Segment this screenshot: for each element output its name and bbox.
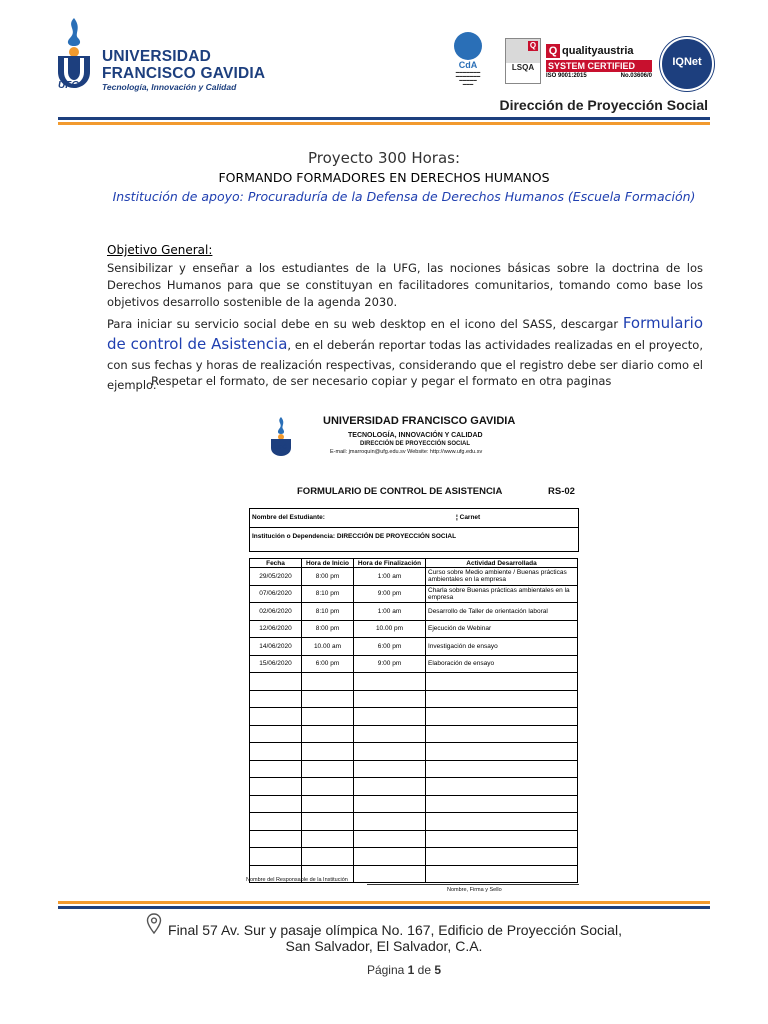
lsqa-label: LSQA bbox=[511, 63, 535, 72]
start-time-cell: 10.00 am bbox=[302, 638, 354, 656]
project-title: Proyecto 300 Horas: bbox=[307, 149, 461, 167]
signature-sublabel: Nombre, Firma y Sello bbox=[447, 887, 502, 893]
department-title: Dirección de Proyección Social bbox=[499, 97, 708, 113]
form-title: FORMULARIO DE CONTROL DE ASISTENCIA bbox=[297, 486, 503, 497]
page-number bbox=[0, 963, 768, 977]
ufg-abbr: UFG bbox=[58, 80, 80, 91]
end-time-cell: 9:00 pm bbox=[354, 655, 426, 673]
date-cell: 15/06/2020 bbox=[250, 655, 302, 673]
activity-cell: Investigación de ensayo bbox=[426, 638, 578, 656]
empty-table-row bbox=[250, 795, 578, 813]
form-department: DIRECCIÓN DE PROYECCIÓN SOCIAL bbox=[360, 441, 471, 447]
quality-austria-label: qualityaustria bbox=[562, 44, 634, 57]
empty-table-row bbox=[250, 778, 578, 796]
end-time-cell: 10.00 pm bbox=[354, 620, 426, 638]
quality-austria-certification bbox=[546, 44, 652, 79]
cda-label: CdA bbox=[458, 60, 478, 70]
objective-paragraph: Sensibilizar y enseñar a los estudiantes de la UFG, las nociones básicas sobre la doctrina de los Derechos Humanos para que se constituyan en facilitadores comunitarios, tomando como base los objetivos desarrollo sostenible de la agenda 2030. bbox=[107, 261, 703, 309]
address-line2: San Salvador, El Salvador, C.A. bbox=[285, 938, 483, 954]
table-row bbox=[250, 568, 578, 586]
date-cell: 14/06/2020 bbox=[250, 638, 302, 656]
lsqa-logo-icon: Q bbox=[506, 39, 540, 63]
iso-label: ISO 9001:2015 bbox=[546, 73, 587, 79]
table-row bbox=[250, 638, 578, 656]
cert-number: No.03606/0 bbox=[620, 73, 652, 79]
university-tagline: Tecnología, Innovación y Calidad bbox=[102, 82, 237, 92]
system-certified-label: SYSTEM CERTIFIED bbox=[546, 60, 652, 72]
table-row bbox=[250, 620, 578, 638]
header-rule-blue bbox=[58, 117, 710, 120]
end-time-cell: 9:00 pm bbox=[354, 585, 426, 603]
empty-table-row bbox=[250, 690, 578, 708]
empty-table-row bbox=[250, 830, 578, 848]
form-contact: E-mail: jmarroquin@ufg.edu.sv Website: http://www.ufg.edu.sv bbox=[330, 449, 483, 455]
column-header: Actividad Desarrollada bbox=[426, 559, 578, 568]
activity-cell: Charla sobre Buenas prácticas ambientales en la empresa bbox=[426, 585, 578, 603]
page-mid: de bbox=[414, 963, 435, 977]
form-university-name: UNIVERSIDAD FRANCISCO GAVIDIA bbox=[323, 415, 516, 427]
start-time-cell: 8:00 pm bbox=[302, 620, 354, 638]
form-code: RS-02 bbox=[548, 486, 575, 497]
institution-subtitle: Institución de apoyo: Procuraduría de la Defensa de Derechos Humanos (Escuela Formación) bbox=[112, 189, 696, 204]
university-name-line1: UNIVERSIDAD bbox=[102, 48, 211, 65]
activity-cell: Desarrollo de Taller de orientación laboral bbox=[426, 603, 578, 621]
date-cell: 29/05/2020 bbox=[250, 568, 302, 586]
activity-cell: Elaboración de ensayo bbox=[426, 655, 578, 673]
empty-table-row bbox=[250, 848, 578, 866]
iqnet-label: IQNet bbox=[672, 56, 702, 68]
university-name bbox=[102, 48, 265, 82]
cda-fine-print: ▬▬▬▬▬▬▬ ▬▬▬▬▬▬▬ ▬▬▬▬▬ ▬▬▬ bbox=[455, 70, 481, 86]
header-rule-orange bbox=[58, 122, 710, 125]
page-current: 1 bbox=[407, 963, 415, 977]
start-time-cell: 6:00 pm bbox=[302, 655, 354, 673]
date-cell: 12/06/2020 bbox=[250, 620, 302, 638]
start-time-cell: 8:10 pm bbox=[302, 603, 354, 621]
activity-cell: Curso sobre Medio ambiente / Buenas prácticas ambientales en la empresa bbox=[426, 568, 578, 586]
start-time-cell: 8:10 pm bbox=[302, 585, 354, 603]
attendance-table bbox=[249, 558, 578, 883]
table-row bbox=[250, 655, 578, 673]
empty-table-row bbox=[250, 743, 578, 761]
cda-certification bbox=[440, 32, 496, 98]
column-header: Hora de Finalización bbox=[354, 559, 426, 568]
address-line1: Final 57 Av. Sur y pasaje olímpica No. 167, Edificio de Proyección Social, bbox=[168, 922, 622, 938]
page-total: 5 bbox=[434, 963, 442, 977]
student-info-box bbox=[249, 508, 579, 552]
university-name-line2: FRANCISCO GAVIDIA bbox=[102, 65, 266, 82]
end-time-cell: 1:00 am bbox=[354, 603, 426, 621]
table-header-row bbox=[250, 559, 578, 568]
empty-table-row bbox=[250, 725, 578, 743]
date-cell: 07/06/2020 bbox=[250, 585, 302, 603]
student-row bbox=[250, 509, 578, 528]
column-header: Hora de Inicio bbox=[302, 559, 354, 568]
footer-rule-orange bbox=[58, 901, 710, 904]
institution-label: Institución o Dependencia: DIRECCIÓN DE PROYECCIÓN SOCIAL bbox=[252, 533, 457, 540]
instructions-text-start: Para iniciar su servicio social debe en su web desktop en el icono del SASS, descargar bbox=[107, 317, 623, 331]
carnet-label: ¦ Carnet bbox=[456, 514, 481, 521]
objective-heading: Objetivo General: bbox=[107, 243, 213, 257]
footer-rule-blue bbox=[58, 906, 710, 909]
iqnet-certification-icon bbox=[660, 37, 714, 91]
carnet-label-text: Carnet bbox=[459, 514, 481, 521]
end-time-cell: 6:00 pm bbox=[354, 638, 426, 656]
attendance-form-link[interactable]: Formulario de control de Asistencia bbox=[107, 314, 703, 353]
student-name-label: Nombre del Estudiante: bbox=[252, 514, 325, 521]
signature-label: Nombre del Responsable de la Institución bbox=[246, 877, 348, 883]
empty-table-row bbox=[250, 673, 578, 691]
lsqa-certification bbox=[505, 38, 541, 84]
empty-table-row bbox=[250, 760, 578, 778]
program-title: FORMANDO FORMADORES EN DERECHOS HUMANOS bbox=[218, 170, 550, 185]
table-row bbox=[250, 585, 578, 603]
column-header: Fecha bbox=[250, 559, 302, 568]
table-row bbox=[250, 603, 578, 621]
signature-line bbox=[367, 884, 579, 885]
format-note: Respetar el formato, de ser necesario copiar y pegar el formato en otra paginas bbox=[151, 374, 612, 388]
end-time-cell: 1:00 am bbox=[354, 568, 426, 586]
form-ufg-abbr: UFG bbox=[274, 445, 288, 451]
quality-austria-q-icon: Q bbox=[546, 44, 560, 58]
date-cell: 02/06/2020 bbox=[250, 603, 302, 621]
form-ufg-logo-icon bbox=[267, 416, 295, 458]
form-tagline: TECNOLOGÍA, INNOVACIÓN Y CALIDAD bbox=[348, 432, 483, 439]
empty-table-row bbox=[250, 813, 578, 831]
activity-cell: Ejecución de Webinar bbox=[426, 620, 578, 638]
start-time-cell: 8:00 pm bbox=[302, 568, 354, 586]
cda-logo-icon bbox=[454, 32, 482, 60]
page-prefix: Página bbox=[366, 963, 408, 977]
instructions-text-end: , en el deberán reportar todas las actividades realizadas en el proyecto, con sus fechas y horas de realización respectivas, considerando que el registro debe ser diario como el ejemplo. bbox=[107, 338, 703, 392]
empty-table-row bbox=[250, 708, 578, 726]
